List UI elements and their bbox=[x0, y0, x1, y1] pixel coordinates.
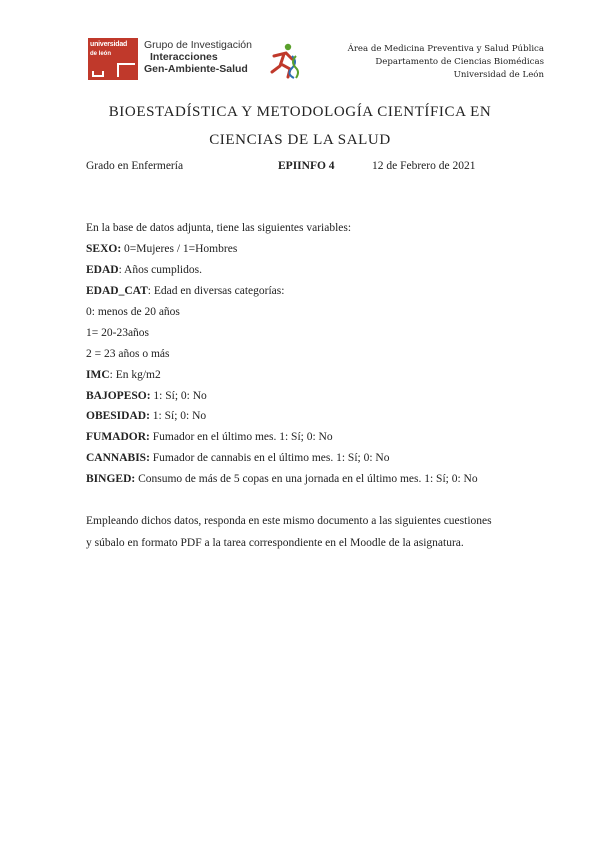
variable-line bbox=[86, 410, 206, 422]
document-title-line-1: BIOESTADÍSTICA Y METODOLOGÍA CIENTÍFICA EN bbox=[108, 104, 492, 120]
department-line-3: Universidad de León bbox=[453, 70, 544, 80]
category-line bbox=[86, 306, 180, 318]
intro-text: En la base de datos adjunta, tiene las siguientes variables: bbox=[86, 222, 352, 234]
degree-name: Grado en Enfermería bbox=[86, 160, 184, 172]
group-logo bbox=[88, 38, 298, 82]
runner-dna-icon bbox=[266, 42, 300, 80]
department-line-2: Departamento de Ciencias Biomédicas bbox=[375, 57, 544, 67]
variable-label: CANNABIS: bbox=[86, 452, 150, 464]
session-name: EPIINFO 4 bbox=[278, 160, 335, 172]
logo-mark-2 bbox=[92, 71, 104, 77]
university-logo-text-2: de león bbox=[90, 51, 112, 57]
variable-description: Consumo de más de 5 copas en una jornada en el último mes. 1: Sí; 0: No bbox=[135, 473, 478, 485]
document-title-line-2: CIENCIAS DE LA SALUD bbox=[209, 132, 391, 148]
variable-line bbox=[86, 390, 207, 402]
university-logo bbox=[88, 38, 138, 80]
university-logo-text-1: universidad bbox=[90, 41, 128, 48]
variable-description: : En kg/m2 bbox=[109, 369, 161, 381]
category-line bbox=[86, 348, 169, 360]
category-description: 0: menos de 20 años bbox=[86, 306, 180, 318]
group-name-line-3: Gen-Ambiente-Salud bbox=[144, 63, 248, 75]
category-description: 1= 20-23años bbox=[86, 327, 150, 339]
category-line bbox=[86, 327, 149, 339]
department-line-1: Área de Medicina Preventiva y Salud Pública bbox=[347, 44, 544, 54]
instructions-line-2: y súbalo en formato PDF a la tarea correspondiente en el Moodle de la asignatura. bbox=[86, 537, 464, 549]
variable-description: 0=Mujeres / 1=Hombres bbox=[121, 243, 238, 255]
variable-label: EDAD bbox=[86, 264, 119, 276]
variable-description: Fumador de cannabis en el último mes. 1: Sí; 0: No bbox=[149, 452, 390, 464]
variable-line bbox=[86, 473, 478, 485]
research-group-name bbox=[144, 39, 252, 75]
variable-label: SEXO: bbox=[86, 243, 122, 255]
variable-description: : Edad en diversas categorías: bbox=[147, 285, 285, 297]
variable-label: OBESIDAD: bbox=[86, 410, 150, 422]
variable-description: : Años cumplidos. bbox=[118, 264, 202, 276]
variable-label: EDAD_CAT bbox=[86, 285, 148, 297]
variable-description: Fumador en el último mes. 1: Sí; 0: No bbox=[149, 431, 333, 443]
group-name-line-2: Interacciones bbox=[150, 51, 218, 63]
variable-line bbox=[86, 243, 237, 255]
variable-line bbox=[86, 452, 389, 464]
group-name-line-1: Grupo de Investigación bbox=[144, 39, 252, 51]
variable-label: FUMADOR: bbox=[86, 431, 150, 443]
variable-line bbox=[86, 264, 202, 276]
instructions-line-1: Empleando dichos datos, responda en este mismo documento a las siguientes cuestiones bbox=[86, 515, 492, 527]
variable-line bbox=[86, 369, 161, 381]
variable-description: 1: Sí; 0: No bbox=[150, 390, 207, 402]
variable-line bbox=[86, 431, 333, 443]
logo-mark bbox=[117, 63, 135, 77]
variable-label: BINGED: bbox=[86, 473, 136, 485]
category-description: 2 = 23 años o más bbox=[86, 348, 170, 360]
document-date: 12 de Febrero de 2021 bbox=[372, 160, 476, 172]
variable-label: BAJOPESO: bbox=[86, 390, 151, 402]
variable-description: 1: Sí; 0: No bbox=[149, 410, 207, 422]
department-header bbox=[348, 43, 544, 82]
variable-line bbox=[86, 285, 284, 297]
variable-label: IMC bbox=[86, 369, 110, 381]
